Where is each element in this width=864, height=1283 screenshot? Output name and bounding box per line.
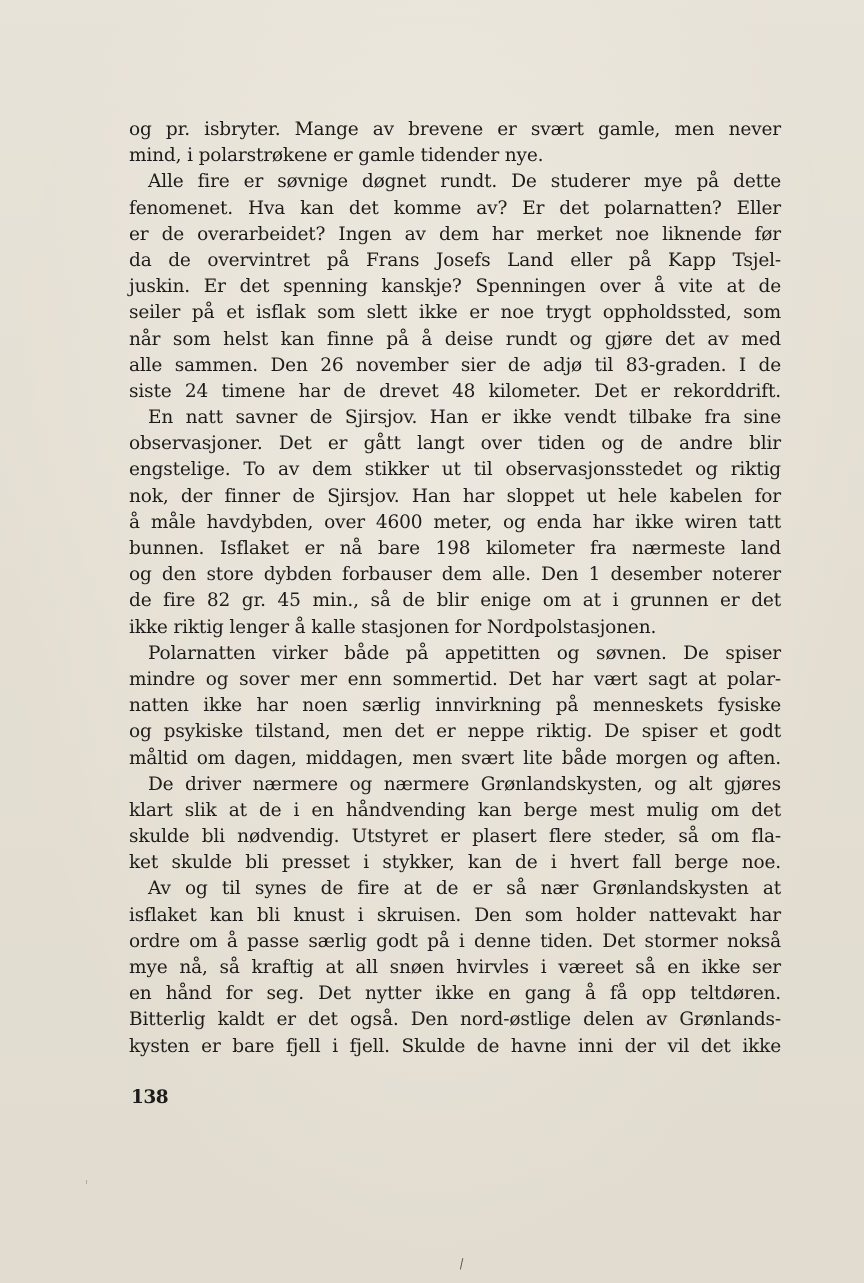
text-line: nok, der finner de Sjirsjov. Han har sloppet ut hele kabelen for	[129, 485, 781, 507]
paragraph	[129, 117, 781, 169]
text-line: de fire 82 gr. 45 min., så de blir enige om at i grunnen er det	[129, 590, 781, 612]
text-line: mindre og sover mer enn sommertid. Det har vært sagt at polar-	[129, 668, 781, 690]
text-line: da de overvintret på Frans Josefs Land eller på Kapp Tsjel-	[129, 249, 781, 271]
text-line: klart slik at de i en håndvending kan berge mest mulig om det	[129, 799, 781, 821]
text-line: En natt savner de Sjirsjov. Han er ikke vendt tilbake fra sine	[148, 407, 781, 429]
paragraph	[129, 772, 781, 877]
text-line: De driver nærmere og nærmere Grønlandskysten, og alt gjøres	[148, 773, 781, 795]
text-line: og pr. isbryter. Mange av brevene er svært gamle, men never	[129, 119, 781, 140]
text-line: ikke riktig lenger å kalle stasjonen for Nordpolstasjonen.	[129, 616, 657, 638]
text-line: mind, i polarstrøkene er gamle tidender nye.	[129, 145, 544, 167]
text-line: natten ikke har noen særlig innvirkning på menneskets fysiske	[129, 695, 781, 717]
text-line: observasjoner. Det er gått langt over tiden og de andre blir	[129, 433, 781, 455]
text-line: alle sammen. Den 26 november sier de adjø til 83-graden. I de	[129, 354, 781, 376]
text-line: Alle fire er søvnige døgnet rundt. De studerer mye på dette	[148, 171, 781, 193]
text-line: bunnen. Isflaket er nå bare 198 kilometer fra nærmeste land	[129, 538, 781, 559]
text-line: en hånd for seg. Det nytter ikke en gang å få opp teltdøren.	[129, 983, 781, 1005]
ink-speck	[460, 1258, 465, 1270]
text-line: kysten er bare fjell i fjell. Skulde de havne inni der vil det ikke	[129, 1035, 781, 1057]
text-line: isflaket kan bli knust i skruisen. Den som holder nattevakt har	[129, 904, 781, 926]
text-line: Av og til synes de fire at de er så nær Grønlandskysten at	[148, 878, 781, 900]
text-line: når som helst kan finne på å deise rundt og gjøre det av med	[129, 328, 781, 350]
paragraph	[129, 405, 781, 641]
text-line: engstelige. To av dem stikker ut til observasjonsstedet og riktig	[129, 459, 781, 481]
text-line: Polarnatten virker både på appetitten og søvnen. De spiser	[148, 642, 781, 664]
text-line: ket skulde bli presset i stykker, kan de i hvert fall berge noe.	[129, 852, 781, 874]
text-line: skulde bli nødvendig. Utstyret er plasert flere steder, så om fla-	[129, 826, 781, 848]
paragraph	[129, 641, 781, 772]
ink-speck	[86, 1180, 87, 1184]
page-number: 138	[131, 1087, 169, 1108]
text-line: Bitterlig kaldt er det også. Den nord-østlige delen av Grønlands-	[129, 1009, 781, 1031]
text-line: ordre om å passe særlig godt på i denne tiden. Det stormer nokså	[129, 930, 781, 952]
text-line: fenomenet. Hva kan det komme av? Er det polarnatten? Eller	[129, 197, 781, 219]
text-line: er de overarbeidet? Ingen av dem har merket noe liknende før	[129, 223, 781, 245]
paragraph	[129, 169, 781, 405]
text-line: måltid om dagen, middagen, men svært lite både morgen og aften.	[129, 747, 781, 769]
text-line: og psykiske tilstand, men det er neppe riktig. De spiser et godt	[129, 721, 781, 743]
text-line: juskin. Er det spenning kanskje? Spenningen over å vite at de	[129, 276, 781, 298]
text-line: å måle havdybden, over 4600 meter, og enda har ikke wiren tatt	[129, 511, 781, 533]
text-line: seiler på et isflak som slett ikke er noe trygt oppholdssted, som	[129, 302, 781, 324]
text-line: mye nå, så kraftig at all snøen hvirvles i væreet så en ikke ser	[129, 957, 781, 978]
body-text	[129, 117, 781, 1060]
text-line: siste 24 timene har de drevet 48 kilometer. Det er rekorddrift.	[129, 380, 781, 402]
text-line: og den store dybden forbauser dem alle. Den 1 desember noterer	[129, 564, 781, 586]
paragraph	[129, 876, 781, 1059]
